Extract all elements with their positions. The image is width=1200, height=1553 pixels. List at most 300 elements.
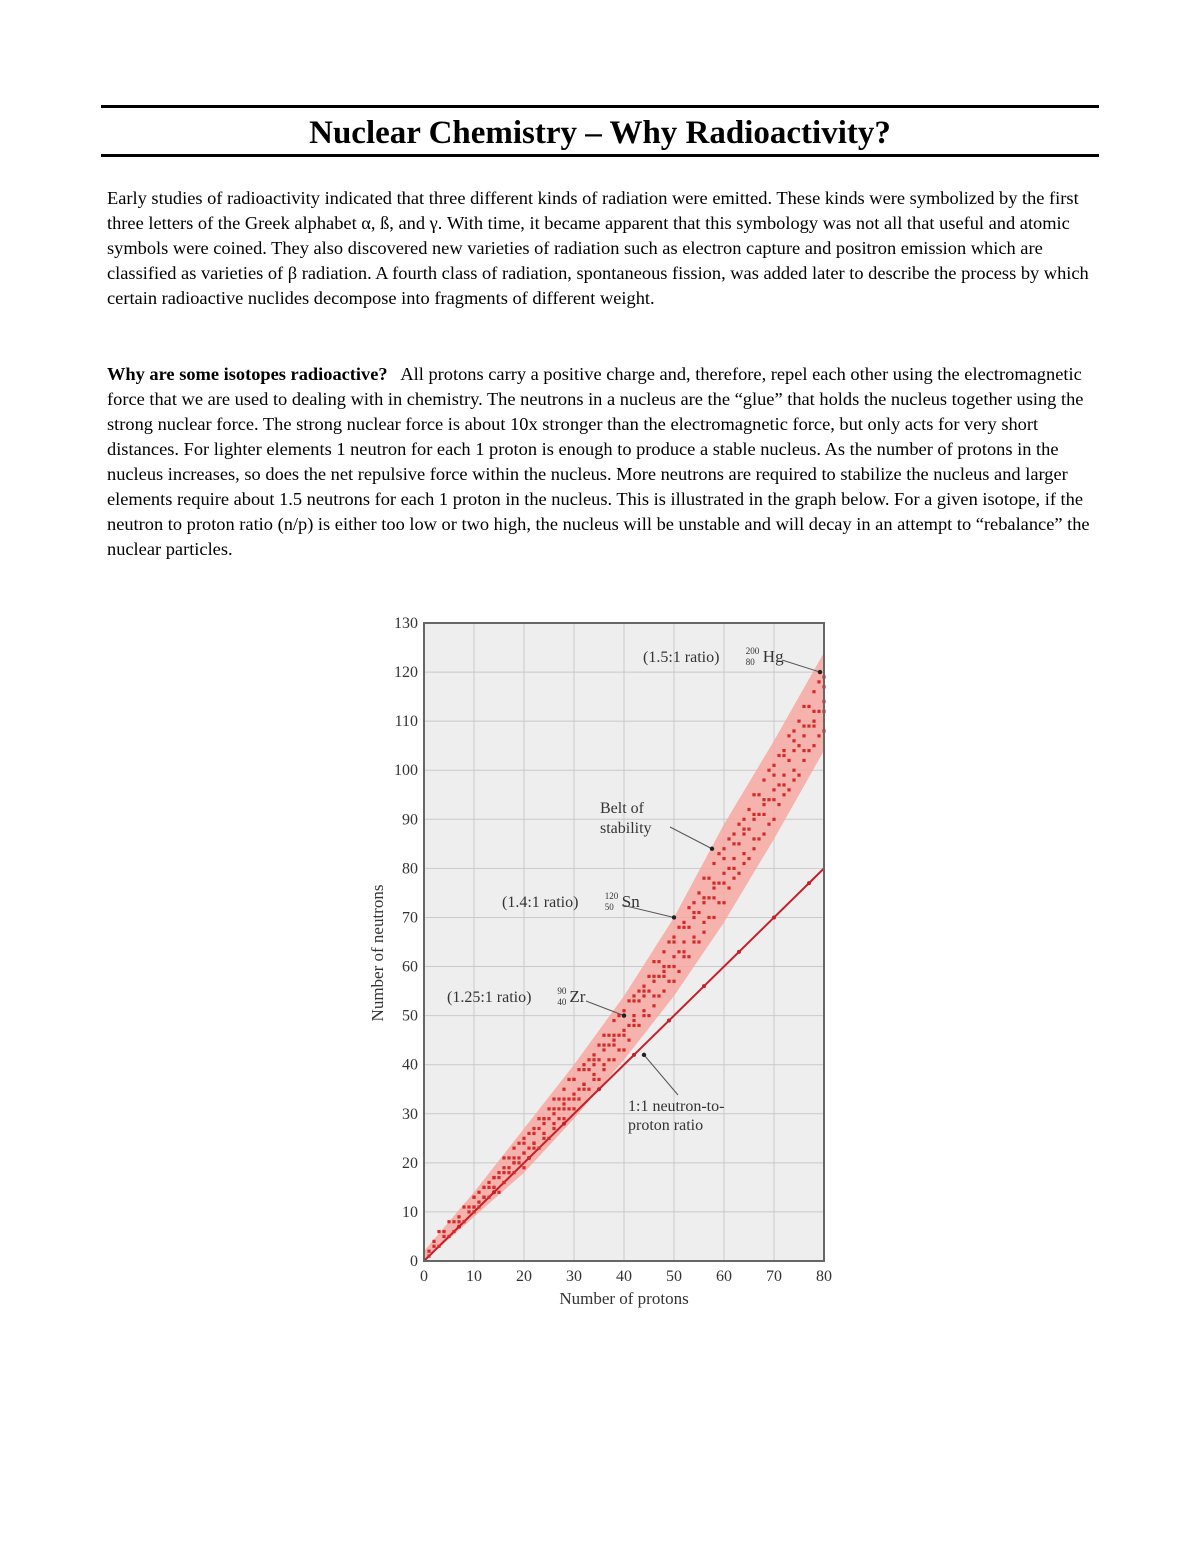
stable-nuclide-point	[642, 985, 645, 988]
stable-nuclide-point	[777, 783, 780, 786]
stable-nuclide-point	[542, 1117, 545, 1120]
stable-nuclide-point	[462, 1220, 465, 1223]
stable-nuclide-point	[607, 1034, 610, 1037]
stable-nuclide-point	[622, 1009, 625, 1012]
stable-nuclide-point	[752, 818, 755, 821]
x-tick-label: 50	[666, 1268, 682, 1285]
stable-nuclide-point	[812, 744, 815, 747]
stable-nuclide-point	[452, 1220, 455, 1223]
stable-nuclide-point	[442, 1235, 445, 1238]
stable-nuclide-point	[812, 724, 815, 727]
annotation-text: (1.25:1 ratio)	[447, 989, 532, 1006]
stable-nuclide-point	[517, 1142, 520, 1145]
stable-nuclide-point	[562, 1117, 565, 1120]
stable-nuclide-point	[722, 882, 725, 885]
stable-nuclide-point	[737, 823, 740, 826]
stable-nuclide-point	[772, 798, 775, 801]
stable-nuclide-point	[507, 1171, 510, 1174]
stable-nuclide-point	[782, 754, 785, 757]
stable-nuclide-point	[592, 1073, 595, 1076]
stable-nuclide-point	[512, 1147, 515, 1150]
stable-nuclide-point	[627, 1024, 630, 1027]
y-tick-label: 50	[402, 1007, 418, 1025]
stable-nuclide-point	[552, 1107, 555, 1110]
annotation-point	[710, 847, 714, 851]
stable-nuclide-point	[582, 1063, 585, 1066]
stable-nuclide-point	[527, 1156, 530, 1159]
stable-nuclide-point	[512, 1171, 515, 1174]
stable-nuclide-point	[632, 1019, 635, 1022]
ratio-line-marker	[597, 1087, 601, 1091]
stable-nuclide-point	[732, 832, 735, 835]
stable-nuclide-point	[477, 1191, 480, 1194]
stable-nuclide-point	[447, 1235, 450, 1238]
stable-nuclide-point	[737, 842, 740, 845]
stable-nuclide-point	[797, 774, 800, 777]
stable-nuclide-point	[712, 916, 715, 919]
y-tick-label: 70	[402, 909, 418, 927]
stable-nuclide-point	[772, 818, 775, 821]
stable-nuclide-point	[732, 857, 735, 860]
stable-nuclide-point	[472, 1205, 475, 1208]
annotation-text: proton ratio	[628, 1117, 704, 1134]
stable-nuclide-point	[467, 1205, 470, 1208]
stable-nuclide-point	[467, 1210, 470, 1213]
stable-nuclide-point	[797, 744, 800, 747]
stable-nuclide-point	[487, 1181, 490, 1184]
stable-nuclide-point	[762, 803, 765, 806]
stable-nuclide-point	[497, 1191, 500, 1194]
y-tick-label: 30	[402, 1105, 418, 1123]
stable-nuclide-point	[812, 690, 815, 693]
stable-nuclide-point	[742, 832, 745, 835]
mass-number: 200	[745, 646, 760, 656]
stable-nuclide-point	[562, 1107, 565, 1110]
stable-nuclide-point	[737, 872, 740, 875]
stable-nuclide-point	[592, 1078, 595, 1081]
stable-nuclide-point	[542, 1137, 545, 1140]
stable-nuclide-point	[662, 965, 665, 968]
stable-nuclide-point	[782, 793, 785, 796]
stable-nuclide-point	[572, 1093, 575, 1096]
stable-nuclide-point	[742, 828, 745, 831]
y-tick-label: 60	[402, 958, 418, 976]
stable-nuclide-point	[782, 783, 785, 786]
stable-nuclide-point	[807, 705, 810, 708]
stable-nuclide-point	[647, 989, 650, 992]
stable-nuclide-point	[552, 1122, 555, 1125]
stable-nuclide-point	[577, 1097, 580, 1100]
stable-nuclide-point	[547, 1117, 550, 1120]
y-tick-label: 120	[394, 664, 418, 682]
page-title: Nuclear Chemistry – Why Radioactivity?	[309, 115, 891, 151]
stable-nuclide-point	[762, 778, 765, 781]
annotation-point	[818, 670, 822, 674]
stable-nuclide-point	[427, 1250, 430, 1253]
annotation-point	[622, 1013, 626, 1017]
stable-nuclide-point	[497, 1176, 500, 1179]
stable-nuclide-point	[807, 724, 810, 727]
stable-nuclide-point	[627, 999, 630, 1002]
y-tick-label: 100	[394, 762, 418, 780]
x-tick-label: 80	[816, 1268, 832, 1285]
stable-nuclide-point	[717, 852, 720, 855]
stable-nuclide-point	[692, 940, 695, 943]
stable-nuclide-point	[537, 1147, 540, 1150]
stable-nuclide-point	[672, 965, 675, 968]
stable-nuclide-point	[602, 1063, 605, 1066]
ratio-line-marker	[737, 950, 741, 954]
stable-nuclide-point	[787, 759, 790, 762]
stable-nuclide-point	[642, 989, 645, 992]
stable-nuclide-point	[472, 1210, 475, 1213]
ratio-line-marker	[562, 1122, 566, 1126]
stable-nuclide-point	[712, 882, 715, 885]
y-tick-label: 40	[402, 1056, 418, 1074]
stable-nuclide-point	[557, 1117, 560, 1120]
stable-nuclide-point	[587, 1088, 590, 1091]
stable-nuclide-point	[667, 965, 670, 968]
stable-nuclide-point	[717, 882, 720, 885]
stable-nuclide-point	[502, 1171, 505, 1174]
stable-nuclide-point	[722, 847, 725, 850]
stable-nuclide-point	[757, 837, 760, 840]
stable-nuclide-point	[602, 1043, 605, 1046]
ratio-line-marker	[632, 1053, 636, 1057]
stable-nuclide-point	[552, 1112, 555, 1115]
stable-nuclide-point	[667, 980, 670, 983]
stable-nuclide-point	[567, 1107, 570, 1110]
stable-nuclide-point	[662, 950, 665, 953]
stable-nuclide-point	[772, 788, 775, 791]
y-tick-label: 80	[402, 860, 418, 878]
stable-nuclide-point	[712, 862, 715, 865]
stable-nuclide-point	[652, 980, 655, 983]
stable-nuclide-point	[692, 911, 695, 914]
stable-nuclide-point	[482, 1186, 485, 1189]
stable-nuclide-point	[607, 1058, 610, 1061]
stable-nuclide-point	[607, 1043, 610, 1046]
stable-nuclide-point	[787, 734, 790, 737]
stable-nuclide-point	[687, 906, 690, 909]
y-tick-label: 0	[410, 1253, 418, 1270]
stable-nuclide-point	[592, 1063, 595, 1066]
stable-nuclide-point	[682, 921, 685, 924]
stable-nuclide-point	[672, 955, 675, 958]
stable-nuclide-point	[717, 901, 720, 904]
stable-nuclide-point	[532, 1147, 535, 1150]
annotation-text: Belt of	[600, 800, 644, 817]
stable-nuclide-point	[767, 798, 770, 801]
stable-nuclide-point	[487, 1186, 490, 1189]
stable-nuclide-point	[672, 940, 675, 943]
stable-nuclide-point	[462, 1205, 465, 1208]
annotation-point	[642, 1053, 646, 1057]
radioactivity-paragraph	[107, 362, 1099, 562]
stable-nuclide-point	[802, 749, 805, 752]
stable-nuclide-point	[707, 877, 710, 880]
stable-nuclide-point	[812, 720, 815, 723]
stable-nuclide-point	[537, 1127, 540, 1130]
ratio-line-marker	[807, 881, 811, 885]
stable-nuclide-point	[697, 940, 700, 943]
stable-nuclide-point	[477, 1201, 480, 1204]
stable-nuclide-point	[817, 680, 820, 683]
stable-nuclide-point	[592, 1053, 595, 1056]
stable-nuclide-point	[722, 901, 725, 904]
stable-nuclide-point	[657, 960, 660, 963]
stable-nuclide-point	[492, 1186, 495, 1189]
ratio-line-marker	[492, 1190, 496, 1194]
ratio-line-marker	[457, 1225, 461, 1229]
stable-nuclide-point	[642, 1009, 645, 1012]
stable-nuclide-point	[522, 1166, 525, 1169]
stable-nuclide-point	[677, 950, 680, 953]
stable-nuclide-point	[432, 1240, 435, 1243]
x-tick-label: 40	[616, 1268, 632, 1285]
stable-nuclide-point	[567, 1097, 570, 1100]
stable-nuclide-point	[702, 896, 705, 899]
stable-nuclide-point	[702, 921, 705, 924]
stable-nuclide-point	[537, 1117, 540, 1120]
stable-nuclide-point	[682, 955, 685, 958]
stable-nuclide-point	[702, 901, 705, 904]
stable-nuclide-point	[742, 852, 745, 855]
stable-nuclide-point	[587, 1068, 590, 1071]
stable-nuclide-point	[572, 1107, 575, 1110]
stable-nuclide-point	[602, 1068, 605, 1071]
stable-nuclide-point	[657, 994, 660, 997]
stable-nuclide-point	[502, 1156, 505, 1159]
stable-nuclide-point	[562, 1102, 565, 1105]
stable-nuclide-point	[732, 867, 735, 870]
stable-nuclide-point	[752, 847, 755, 850]
stable-nuclide-point	[652, 960, 655, 963]
stable-nuclide-point	[657, 975, 660, 978]
top-rule	[101, 105, 1099, 108]
stable-nuclide-point	[612, 1043, 615, 1046]
stable-nuclide-point	[632, 994, 635, 997]
stable-nuclide-point	[562, 1088, 565, 1091]
stable-nuclide-point	[702, 877, 705, 880]
stable-nuclide-point	[452, 1230, 455, 1233]
stable-nuclide-point	[802, 759, 805, 762]
stable-nuclide-point	[722, 872, 725, 875]
stable-nuclide-point	[557, 1107, 560, 1110]
stable-nuclide-point	[667, 940, 670, 943]
stable-nuclide-point	[497, 1171, 500, 1174]
stable-nuclide-point	[692, 935, 695, 938]
stable-nuclide-point	[727, 837, 730, 840]
stable-nuclide-point	[697, 911, 700, 914]
stable-nuclide-point	[682, 926, 685, 929]
stable-nuclide-point	[697, 891, 700, 894]
stable-nuclide-point	[572, 1078, 575, 1081]
intro-paragraph: Early studies of radioactivity indicated that three different kinds of radiation were emitted. These kinds were symbolized by the first three letters of the Greek alphabet α, ß, and γ. With time, it became apparent that this symbology was not all that useful and atomic symbols were coined. They also discovered new varieties of radiation such as electron capture and positron emission which are classified as varieties of β radiation. A fourth class of radiation, spontaneous fission, was added later to describe the process by which certain radioactive nuclides decompose into fragments of different weight.	[107, 188, 1089, 308]
annotation-text: stability	[600, 820, 652, 837]
stable-nuclide-point	[772, 774, 775, 777]
element-symbol: Hg	[762, 647, 784, 666]
stable-nuclide-point	[772, 764, 775, 767]
stable-nuclide-point	[432, 1245, 435, 1248]
mass-number: 90	[557, 986, 567, 996]
stable-nuclide-point	[597, 1058, 600, 1061]
stable-nuclide-point	[727, 886, 730, 889]
stable-nuclide-point	[802, 724, 805, 727]
stable-nuclide-point	[627, 1039, 630, 1042]
stable-nuclide-point	[792, 729, 795, 732]
stable-nuclide-point	[702, 931, 705, 934]
stable-nuclide-point	[437, 1245, 440, 1248]
x-tick-label: 20	[516, 1268, 532, 1285]
stable-nuclide-point	[742, 818, 745, 821]
stable-nuclide-point	[582, 1088, 585, 1091]
stable-nuclide-point	[812, 710, 815, 713]
x-tick-label: 10	[466, 1268, 482, 1285]
stable-nuclide-point	[732, 877, 735, 880]
stable-nuclide-point	[797, 720, 800, 723]
stable-nuclide-point	[767, 823, 770, 826]
stable-nuclide-point	[622, 1034, 625, 1037]
stable-nuclide-point	[692, 901, 695, 904]
stable-nuclide-point	[522, 1151, 525, 1154]
stable-nuclide-point	[622, 1048, 625, 1051]
stable-nuclide-point	[682, 950, 685, 953]
stable-nuclide-point	[647, 975, 650, 978]
stable-nuclide-point	[532, 1132, 535, 1135]
stable-nuclide-point	[662, 989, 665, 992]
stable-nuclide-point	[482, 1196, 485, 1199]
stable-nuclide-point	[747, 857, 750, 860]
stable-nuclide-point	[757, 813, 760, 816]
neutron-proton-chart	[350, 605, 850, 1330]
stable-nuclide-point	[492, 1176, 495, 1179]
stable-nuclide-point	[577, 1068, 580, 1071]
stable-nuclide-point	[687, 955, 690, 958]
stable-nuclide-point	[742, 862, 745, 865]
stable-nuclide-point	[762, 813, 765, 816]
stable-nuclide-point	[592, 1058, 595, 1061]
stable-nuclide-point	[692, 916, 695, 919]
stable-nuclide-point	[652, 1004, 655, 1007]
stable-nuclide-point	[617, 1048, 620, 1051]
stable-nuclide-point	[502, 1166, 505, 1169]
stable-nuclide-point	[552, 1097, 555, 1100]
stable-nuclide-point	[732, 842, 735, 845]
title-underline-rule	[101, 154, 1099, 157]
stable-nuclide-point	[792, 769, 795, 772]
stable-nuclide-point	[532, 1127, 535, 1130]
stable-nuclide-point	[602, 1048, 605, 1051]
stable-nuclide-point	[552, 1127, 555, 1130]
x-tick-label: 70	[766, 1268, 782, 1285]
stable-nuclide-point	[442, 1230, 445, 1233]
stable-nuclide-point	[522, 1137, 525, 1140]
annotation-text: 1:1 neutron-to-	[628, 1098, 725, 1115]
stable-nuclide-point	[612, 1019, 615, 1022]
stable-nuclide-point	[517, 1156, 520, 1159]
stable-nuclide-point	[722, 857, 725, 860]
atomic-number: 50	[604, 902, 614, 912]
stable-nuclide-point	[817, 734, 820, 737]
stable-nuclide-point	[527, 1147, 530, 1150]
stable-nuclide-point	[762, 832, 765, 835]
element-symbol: Zr	[569, 987, 586, 1006]
stable-nuclide-point	[682, 940, 685, 943]
annotation-text: (1.5:1 ratio)	[643, 649, 720, 666]
stable-nuclide-point	[647, 1014, 650, 1017]
stable-nuclide-point	[602, 1034, 605, 1037]
stable-nuclide-point	[477, 1205, 480, 1208]
y-tick-label: 110	[394, 713, 418, 731]
stable-nuclide-point	[612, 1058, 615, 1061]
atomic-number: 80	[745, 657, 755, 667]
stable-nuclide-point	[707, 916, 710, 919]
stable-nuclide-point	[767, 769, 770, 772]
stable-nuclide-point	[632, 999, 635, 1002]
stable-nuclide-point	[747, 828, 750, 831]
stable-nuclide-point	[677, 926, 680, 929]
x-axis-label: Number of protons	[559, 1289, 689, 1308]
stable-nuclide-point	[752, 813, 755, 816]
stable-nuclide-point	[597, 1078, 600, 1081]
stable-nuclide-point	[547, 1107, 550, 1110]
stable-nuclide-point	[727, 867, 730, 870]
stable-nuclide-point	[777, 754, 780, 757]
stable-nuclide-point	[502, 1181, 505, 1184]
stable-nuclide-point	[782, 749, 785, 752]
y-axis-label: Number of neutrons	[368, 884, 387, 1022]
stable-nuclide-point	[517, 1161, 520, 1164]
stable-nuclide-point	[712, 886, 715, 889]
stable-nuclide-point	[672, 935, 675, 938]
stable-nuclide-point	[777, 803, 780, 806]
stable-nuclide-point	[597, 1043, 600, 1046]
stable-nuclide-point	[522, 1142, 525, 1145]
stable-nuclide-point	[562, 1097, 565, 1100]
atomic-number: 40	[557, 997, 567, 1007]
paragraph-lead-heading: Why are some isotopes radioactive?	[107, 364, 388, 384]
stable-nuclide-point	[672, 980, 675, 983]
stable-nuclide-point	[622, 1029, 625, 1032]
y-tick-label: 90	[402, 811, 418, 829]
stable-nuclide-point	[567, 1078, 570, 1081]
stable-nuclide-point	[632, 1014, 635, 1017]
stable-nuclide-point	[662, 975, 665, 978]
stable-nuclide-point	[642, 994, 645, 997]
stable-nuclide-point	[752, 837, 755, 840]
stable-nuclide-point	[542, 1122, 545, 1125]
stable-nuclide-point	[712, 896, 715, 899]
stable-nuclide-point	[802, 705, 805, 708]
x-tick-label: 30	[566, 1268, 582, 1285]
stable-nuclide-point	[652, 975, 655, 978]
y-tick-label: 130	[394, 615, 418, 632]
stable-nuclide-point	[792, 778, 795, 781]
stable-nuclide-point	[437, 1230, 440, 1233]
stable-nuclide-point	[472, 1196, 475, 1199]
stable-nuclide-point	[707, 896, 710, 899]
stable-nuclide-point	[652, 994, 655, 997]
y-tick-label: 20	[402, 1154, 418, 1172]
stable-nuclide-point	[807, 749, 810, 752]
stable-nuclide-point	[447, 1220, 450, 1223]
stable-nuclide-point	[487, 1196, 490, 1199]
annotation-text: (1.4:1 ratio)	[502, 894, 579, 911]
stable-nuclide-point	[637, 999, 640, 1002]
stable-nuclide-point	[677, 970, 680, 973]
stable-nuclide-point	[637, 989, 640, 992]
